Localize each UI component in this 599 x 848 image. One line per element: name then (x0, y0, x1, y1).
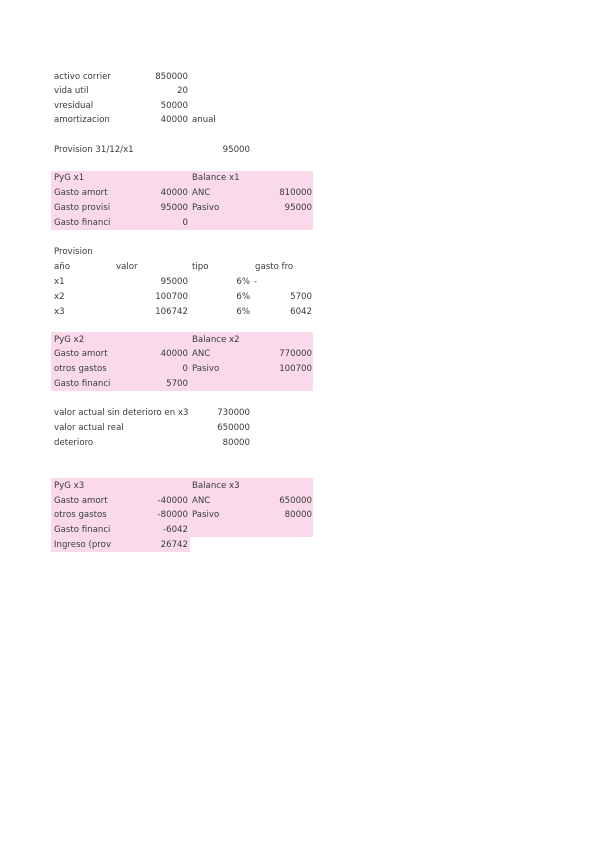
activo-value: 850000 (155, 72, 188, 82)
provision-row-valor: 100700 (155, 292, 188, 302)
amortizacion-value: 40000 (160, 115, 188, 125)
provision-header-valor: valor (116, 262, 138, 272)
balance-x1-row-value: 810000 (279, 188, 312, 198)
vida-util-label: vida util (54, 86, 89, 96)
provision-row-gasto: - (254, 277, 258, 287)
provision-row-valor: 106742 (155, 307, 188, 317)
vida-util-value: 20 (177, 86, 188, 96)
pyg-x3-row-label: Gasto financi (54, 525, 111, 535)
pyg-x1-title: PyG x1 (54, 173, 85, 183)
pyg-x2-row-value: 5700 (166, 379, 188, 389)
provision-row-year: x3 (54, 307, 65, 317)
pyg-x1-row-label: Gasto amort (54, 188, 108, 198)
balance-x1-row-value: 95000 (284, 203, 312, 213)
activo-label: activo corrier (54, 72, 111, 82)
deterioro-row-label: valor actual real (54, 423, 124, 433)
deterioro-row-value: 730000 (217, 408, 250, 418)
deterioro-row-value: 80000 (222, 438, 250, 448)
pyg-x2-row-label: Gasto amort (54, 349, 108, 359)
pyg-x3-row-value: -40000 (157, 496, 188, 506)
balance-x1-row-label: Pasivo (192, 203, 220, 213)
provision-row-year: x1 (54, 277, 65, 287)
balance-x3-title: Balance x3 (192, 481, 240, 491)
balance-x2-row-value: 770000 (279, 349, 312, 359)
provision-row-tipo: 6% (236, 307, 250, 317)
balance-x3-row-value: 80000 (284, 510, 312, 520)
deterioro-row-label: valor actual sin deterioro en x3 (54, 408, 188, 418)
amortizacion-label: amortizacion (54, 115, 110, 125)
pyg-x1-row-label: Gasto provisi (54, 203, 111, 213)
pyg-x3-row-label: Gasto amort (54, 496, 108, 506)
pyg-x2-title: PyG x2 (54, 335, 85, 345)
pyg-x1-row-value: 40000 (160, 188, 188, 198)
provision-row-year: x2 (54, 292, 65, 302)
pyg-x1-row-value: 95000 (160, 203, 188, 213)
balance-x2-row-label: ANC (192, 349, 211, 359)
balance-x1-row-label: ANC (192, 188, 211, 198)
deterioro-row-label: deterioro (54, 438, 94, 448)
balance-x3-row-value: 650000 (279, 496, 312, 506)
vresidual-label: vresidual (54, 101, 94, 111)
pyg-x2-row-label: otros gastos (54, 364, 107, 374)
provision-table-title: Provision (54, 247, 93, 257)
provision-x1-label: Provision 31/12/x1 (54, 145, 134, 155)
pyg-x3-title: PyG x3 (54, 481, 85, 491)
provision-row-valor: 95000 (160, 277, 188, 287)
balance-x2-row-label: Pasivo (192, 364, 220, 374)
pyg-x3-row-value: 26742 (160, 540, 188, 550)
vresidual-value: 50000 (160, 101, 188, 111)
pyg-x2-row-value: 0 (182, 364, 188, 374)
balance-x1-title: Balance x1 (192, 173, 240, 183)
pyg-x3-row-label: otros gastos (54, 510, 107, 520)
provision-header-tipo: tipo (192, 262, 209, 272)
balance-x3-row-label: Pasivo (192, 510, 220, 520)
pyg-x3-row-value: -80000 (157, 510, 188, 520)
provision-x1-value: 95000 (222, 145, 250, 155)
balance-x2-row-value: 100700 (279, 364, 312, 374)
provision-row-tipo: 6% (236, 292, 250, 302)
balance-x3-row-label: ANC (192, 496, 211, 506)
provision-header-gasto: gasto fro (255, 262, 294, 272)
deterioro-row-value: 650000 (217, 423, 250, 433)
pyg-x2-row-label: Gasto financi (54, 379, 111, 389)
pyg-x1-row-value: 0 (182, 218, 188, 228)
amortizacion-unit: anual (192, 115, 216, 125)
provision-row-tipo: 6% (236, 277, 250, 287)
pyg-x3-row-value: -6042 (163, 525, 188, 535)
balance-x2-title: Balance x2 (192, 335, 240, 345)
pyg-x2-row-value: 40000 (160, 349, 188, 359)
provision-row-gasto: 5700 (290, 292, 312, 302)
provision-header-year: año (54, 262, 70, 272)
provision-row-gasto: 6042 (290, 307, 312, 317)
pyg-x1-row-label: Gasto financi (54, 218, 111, 228)
pyg-x3-row-label: Ingreso (prov (54, 540, 112, 550)
